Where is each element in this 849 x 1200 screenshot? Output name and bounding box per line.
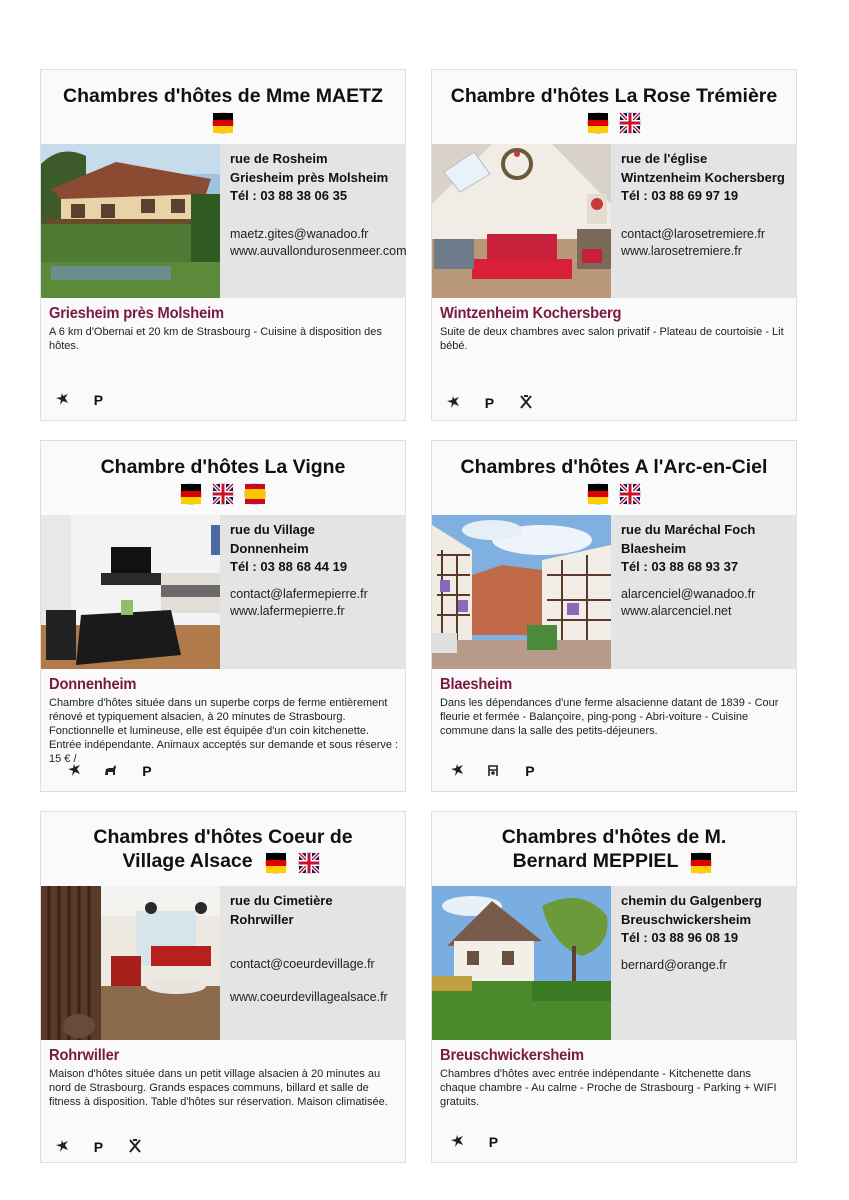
no-smoking-icon (515, 393, 537, 413)
address-street: rue de l'église (621, 151, 708, 166)
listing-card-arc-en-ciel (431, 440, 797, 792)
website-link[interactable]: www.alarcenciel.net (621, 603, 732, 618)
address-town: Donnenheim (230, 540, 309, 556)
description: Maison d'hôtes située dans un petit village alsacien à 20 minutes au nord de Strasbourg. Grands espaces communs, billard et salle de fitness à disposition. Table d'hôtes sur réservation. Maison climatisée. (49, 1068, 388, 1108)
description: Chambre d'hôtes située dans un superbe corps de ferme entièrement rénové et typiquement alsacien, à 20 minutes de Strasbourg. Fonctionnelle et lumineuse, elle est équipée d'un coin kitchenette. Entrée indépendante. Animaux acceptés sur demande et sous réserve : 15 € / (49, 697, 399, 765)
parking-icon: P (93, 1139, 104, 1155)
german-flag-icon (181, 484, 201, 504)
email-link[interactable]: alarcenciel@wanadoo.fr (621, 586, 756, 601)
description: Dans les dépendances d'une ferme alsacienne datant de 1839 - Cour fleurie et fermée - Balançoire, ping-pong - Abri-voiture - Cuisine commune dans la salle des petits-déjeuners. (440, 697, 779, 737)
card-header (41, 70, 405, 144)
language-flags (432, 484, 796, 504)
room-photo (432, 144, 611, 298)
address-street: rue du Village (230, 522, 316, 537)
uk-flag-icon (213, 484, 233, 504)
town-heading: Griesheim près Molsheim (49, 305, 224, 322)
address-town: Wintzenheim Kochersberg (621, 169, 785, 185)
german-flag-icon (588, 113, 608, 133)
garden-icon (446, 1132, 468, 1152)
playground-icon (482, 761, 504, 781)
amenity-icons (51, 1137, 156, 1157)
phone-number: Tél : 03 88 68 44 19 (230, 559, 348, 574)
description: Suite de deux chambres avec salon privatif - Plateau de courtoisie - Lit bébé. (440, 326, 784, 352)
amenity-icons (63, 761, 168, 781)
parking-icon: P (142, 763, 152, 779)
listing-card-meppiel (431, 811, 797, 1163)
card-title: Chambre d'hôtes La Rose Trémière (450, 85, 778, 107)
uk-flag-icon (299, 853, 319, 873)
house-photo (41, 144, 220, 298)
room-photo (41, 515, 220, 669)
language-flags (41, 113, 405, 133)
card-title: Chambres d'hôtes A l'Arc-en-Ciel (460, 456, 768, 478)
website-link[interactable]: www.auvallondurosenmeer.com (230, 243, 407, 258)
town-heading: Donnenheim (49, 676, 137, 693)
email-link[interactable]: bernard@orange.fr (621, 957, 727, 972)
card-title (41, 812, 405, 874)
listing-card-la-vigne (40, 440, 406, 792)
amenity-icons (442, 393, 547, 413)
description: Chambres d'hôtes avec entrée indépendante - Kitchenette dans chaque chambre - Au calme - Proche de Strasbourg - Parking + WIFI gratuits. (440, 1068, 777, 1108)
german-flag-icon (588, 484, 608, 504)
garden-icon (446, 761, 468, 781)
garden-icon (442, 393, 464, 413)
website-link[interactable]: www.larosetremiere.fr (621, 243, 742, 258)
german-flag-icon (691, 853, 711, 873)
card-title-text: Chambres d'hôtes Coeur de Village Alsace (93, 826, 353, 872)
language-flags (432, 113, 796, 133)
german-flag-icon (266, 853, 286, 873)
description: A 6 km d'Obernai et 20 km de Strasbourg - Cuisine à disposition des hôtes. (49, 326, 382, 352)
listing-card-coeur-de-village (40, 811, 406, 1163)
address-street: rue de Rosheim (230, 151, 328, 166)
address-street: rue du Maréchal Foch (621, 522, 756, 537)
village-photo (432, 515, 611, 669)
contact-panel (220, 144, 406, 298)
email-link[interactable]: maetz.gites@wanadoo.fr (230, 226, 369, 241)
email-link[interactable]: contact@coeurdevillage.fr (230, 957, 375, 971)
uk-flag-icon (620, 113, 640, 133)
card-header (432, 812, 796, 886)
email-link[interactable]: contact@larosetremiere.fr (621, 226, 765, 241)
website-link[interactable]: www.lafermepierre.fr (230, 603, 345, 618)
phone-number: Tél : 03 88 68 93 37 (621, 559, 739, 574)
card-header (432, 441, 796, 515)
no-smoking-icon (124, 1137, 146, 1157)
card-header (41, 812, 405, 886)
address-street: chemin du Galgenberg (621, 893, 762, 908)
town-heading: Rohrwiller (49, 1047, 120, 1064)
contact-panel (220, 886, 406, 1040)
town-heading: Wintzenheim Kochersberg (440, 305, 622, 322)
address-town: Blaesheim (621, 540, 687, 556)
address-town: Griesheim près Molsheim (230, 169, 389, 185)
parking-icon: P (93, 392, 104, 408)
amenity-icons (446, 761, 551, 781)
town-heading: Blaesheim (440, 676, 512, 693)
card-header (432, 70, 796, 144)
house-photo (432, 886, 611, 1040)
parking-icon: P (525, 763, 535, 779)
parking-icon: P (488, 1134, 499, 1150)
language-flags (262, 850, 323, 874)
contact-panel (611, 515, 797, 669)
pets-icon (99, 761, 121, 781)
card-header (41, 441, 405, 515)
card-title: Chambres d'hôtes de Mme MAETZ (63, 85, 383, 107)
garden-icon (63, 761, 85, 781)
website-link[interactable]: www.coeurdevillagealsace.fr (230, 990, 388, 1004)
address-town: Rohrwiller (230, 911, 294, 927)
language-flags (41, 484, 405, 504)
card-title (432, 812, 796, 874)
card-title-text: Chambres d'hôtes de M. Bernard MEPPIEL (501, 826, 727, 872)
address-town: Breuschwickersheim (621, 911, 752, 927)
uk-flag-icon (620, 484, 640, 504)
parking-icon: P (484, 395, 495, 411)
language-flags (687, 850, 715, 874)
email-link[interactable]: contact@lafermepierre.fr (230, 586, 368, 601)
phone-number: Tél : 03 88 96 08 19 (621, 930, 739, 945)
amenity-icons (446, 1132, 514, 1152)
address-street: rue du Cimetière (230, 893, 333, 908)
listing-card-maetz (40, 69, 406, 421)
interior-photo (41, 886, 220, 1040)
amenity-icons (51, 390, 119, 410)
phone-number: Tél : 03 88 69 97 19 (621, 188, 739, 203)
contact-panel (611, 886, 797, 1040)
town-heading: Breuschwickersheim (440, 1047, 584, 1064)
spanish-flag-icon (245, 484, 265, 504)
phone-number: Tél : 03 88 38 06 35 (230, 188, 348, 203)
german-flag-icon (213, 113, 233, 133)
garden-icon (51, 390, 73, 410)
contact-panel (220, 515, 406, 669)
contact-panel (611, 144, 797, 298)
listing-card-rose-tremiere (431, 69, 797, 421)
garden-icon (51, 1137, 73, 1157)
card-title: Chambre d'hôtes La Vigne (100, 456, 346, 478)
